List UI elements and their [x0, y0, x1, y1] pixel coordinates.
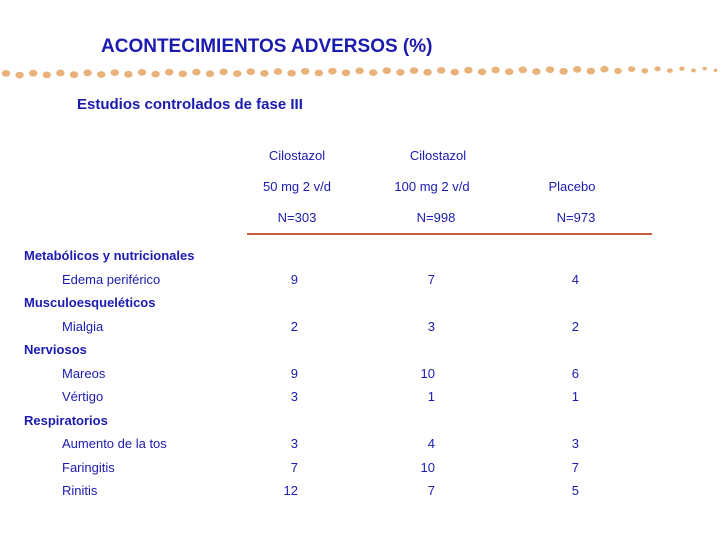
decorative-dot [396, 69, 404, 76]
value-cell-col1: 12 [283, 483, 298, 498]
decorative-dot [138, 69, 146, 76]
decorative-dot [97, 71, 105, 78]
decorative-dot [532, 68, 540, 75]
decorative-dot [151, 71, 159, 78]
decorative-dot [642, 68, 649, 73]
value-cell-col2: 10 [420, 459, 435, 475]
decorative-dot-border [0, 60, 728, 82]
value-cell-col1: 2 [290, 318, 298, 334]
category-row [0, 413, 728, 433]
decorative-dot [165, 69, 173, 76]
decorative-dot [260, 70, 268, 77]
decorative-dot [691, 68, 696, 72]
value-cell-col3: 2 [571, 318, 579, 334]
decorative-dot [714, 69, 718, 72]
event-label: Mareos [62, 365, 106, 381]
category-label: Metabólicos y nutricionales [24, 248, 195, 263]
decorative-dot [206, 70, 214, 77]
decorative-dot [2, 70, 10, 77]
decorative-dot [15, 72, 23, 79]
decorative-dot [703, 67, 707, 71]
value-cell-col1: 3 [290, 389, 298, 404]
table-row [0, 389, 728, 409]
value-cell-col2: 7 [427, 483, 435, 498]
event-label: Edema periférico [62, 271, 161, 287]
value-cell-col1: 7 [290, 459, 298, 475]
event-label: Aumento de la tos [62, 436, 167, 451]
decorative-dot [43, 72, 51, 79]
event-label: Faringitis [62, 459, 115, 475]
event-label: Mialgia [62, 318, 104, 334]
col1-header-line2: 50 mg 2 v/d [263, 179, 331, 194]
col3-header-line2: Placebo [548, 179, 596, 194]
category-row [0, 295, 728, 315]
header-divider [247, 233, 652, 235]
value-cell-col1: 3 [290, 436, 298, 451]
category-label: Respiratorios [24, 412, 108, 428]
table-row [0, 436, 728, 456]
col1-header-line3: N=303 [277, 210, 317, 225]
decorative-dot [546, 66, 554, 73]
decorative-dot [29, 70, 37, 77]
value-cell-col1: 9 [290, 271, 298, 287]
decorative-dot [315, 70, 323, 77]
value-cell-col3: 4 [571, 271, 579, 287]
value-cell-col2: 7 [427, 271, 435, 287]
decorative-dot [423, 69, 431, 76]
decorative-dot [124, 71, 132, 78]
value-cell-col2: 1 [427, 389, 435, 404]
decorative-dot [655, 66, 661, 71]
decorative-dot [355, 68, 363, 75]
decorative-dot [519, 66, 527, 73]
event-label: Rinitis [62, 483, 98, 498]
decorative-dot [287, 70, 295, 77]
value-cell-col3: 3 [571, 436, 579, 451]
decorative-dot [247, 68, 255, 75]
col3-header-line3: N=973 [556, 210, 596, 225]
decorative-dot [600, 66, 608, 73]
col2-header-line3: N=998 [416, 210, 456, 225]
category-row [0, 248, 728, 268]
slide-subtitle: Estudios controlados de fase III [77, 96, 303, 113]
decorative-dot [451, 69, 459, 76]
value-cell-col1: 9 [290, 365, 298, 381]
col1-header-line1: Cilostazol [268, 148, 326, 163]
decorative-dot [301, 68, 309, 75]
decorative-dot [614, 68, 622, 74]
slide-title: ACONTECIMIENTOS ADVERSOS (%) [101, 36, 433, 57]
table-row [0, 460, 728, 480]
category-label: Nerviosos [24, 342, 87, 357]
decorative-dot [111, 69, 119, 76]
decorative-dot [369, 69, 377, 76]
col2-header-line2: 100 mg 2 v/d [394, 179, 470, 194]
value-cell-col2: 4 [427, 436, 435, 451]
value-cell-col3: 6 [571, 365, 579, 381]
table-row [0, 272, 728, 292]
decorative-dot [559, 68, 567, 75]
decorative-dot [83, 69, 91, 76]
decorative-dot [410, 67, 418, 74]
value-cell-col3: 7 [571, 459, 579, 475]
decorative-dot [192, 69, 200, 76]
value-cell-col3: 5 [571, 483, 579, 498]
decorative-dot [437, 67, 445, 74]
decorative-dot [383, 67, 391, 74]
decorative-dot [219, 69, 227, 76]
decorative-dot [679, 67, 684, 71]
decorative-dot [478, 69, 486, 76]
table-row [0, 319, 728, 339]
event-label: Vértigo [62, 389, 104, 404]
col2-header-line1: Cilostazol [409, 148, 467, 163]
value-cell-col2: 10 [420, 365, 435, 381]
decorative-dot [56, 70, 64, 77]
value-cell-col3: 1 [571, 389, 579, 404]
category-row [0, 342, 728, 362]
decorative-dot [587, 68, 595, 75]
table-row [0, 483, 728, 503]
decorative-dot [505, 68, 513, 75]
decorative-dot [274, 68, 282, 75]
category-label: Musculoesqueléticos [24, 295, 156, 310]
decorative-dot [70, 71, 78, 78]
decorative-dot [667, 68, 673, 73]
decorative-dot [342, 69, 350, 76]
decorative-dot [328, 68, 336, 75]
decorative-dot [573, 66, 581, 73]
decorative-dot [233, 70, 241, 77]
decorative-dot [179, 71, 187, 78]
value-cell-col2: 3 [427, 318, 435, 334]
decorative-dot [464, 67, 472, 74]
decorative-dot [491, 67, 499, 74]
decorative-dot [628, 66, 635, 72]
table-row [0, 366, 728, 386]
